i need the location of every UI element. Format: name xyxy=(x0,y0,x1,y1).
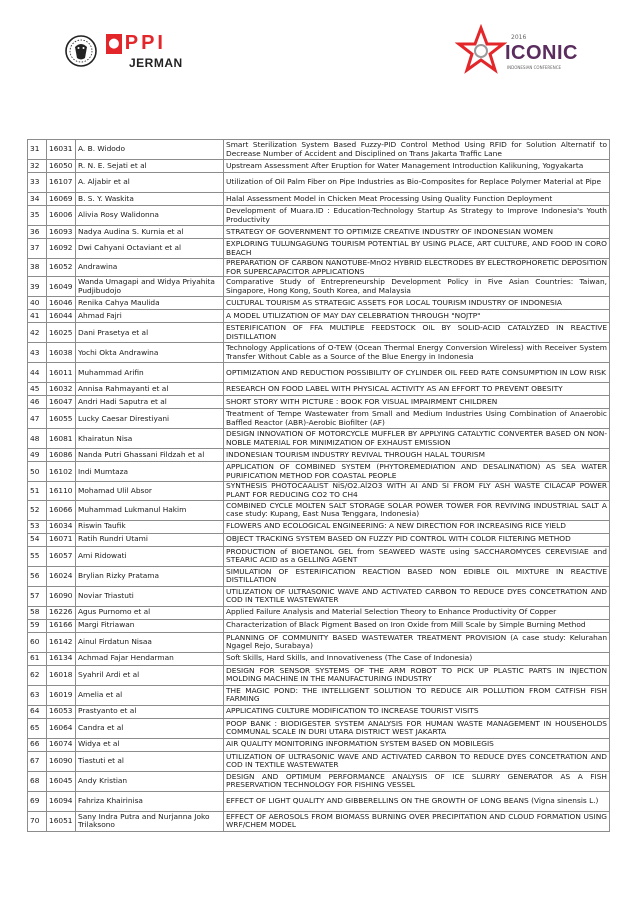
paper-id: 16066 xyxy=(47,500,76,520)
author-name: Muhammad Arifin xyxy=(76,363,224,383)
table-row xyxy=(28,449,610,462)
row-number: 45 xyxy=(28,383,47,396)
paper-title: APPLICATING CULTURE MODIFICATION TO INCREASE TOURIST VISITS xyxy=(224,705,610,718)
row-number: 43 xyxy=(28,343,47,363)
paper-title: SHORT STORY WITH PICTURE : BOOK FOR VISUAL IMPAIRMENT CHILDREN xyxy=(224,396,610,409)
author-name: Lucky Caesar Direstiyani xyxy=(76,409,224,429)
paper-id: 16053 xyxy=(47,705,76,718)
table-row xyxy=(28,462,610,482)
author-name: Noviar Triastuti xyxy=(76,586,224,606)
paper-id: 16071 xyxy=(47,533,76,546)
paper-id: 16093 xyxy=(47,226,76,239)
paper-title: Halal Assessment Model in Chicken Meat Processing Using Quality Function Deployment xyxy=(224,193,610,206)
paper-id: 16011 xyxy=(47,363,76,383)
paper-title: A MODEL UTILIZATION OF MAY DAY CELEBRATION THROUGH "NOJTP" xyxy=(224,310,610,323)
author-name: A. B. Widodo xyxy=(76,140,224,160)
paper-title: Utilization of Oil Palm Fiber on Pipe Industries as Bio-Composites for Replace Polymer Material at Pipe xyxy=(224,173,610,193)
table-row xyxy=(28,343,610,363)
author-name: Prastyanto et al xyxy=(76,705,224,718)
paper-title: DESIGN FOR SENSOR SYSTEMS OF THE ARM ROBOT TO PICK UP PLASTIC PARTS IN INJECTION MOLDING MACHINE IN THE MANUFACTURING INDUSTRY xyxy=(224,665,610,685)
table-row xyxy=(28,652,610,665)
table-row xyxy=(28,705,610,718)
row-number: 67 xyxy=(28,751,47,771)
paper-title: Smart Sterilization System Based Fuzzy-PID Control Method Using RFID for Solution Alternatif to Decrease Number of Accident and Disciplined on Trans Jakarta Traffic Lane xyxy=(224,140,610,160)
row-number: 41 xyxy=(28,310,47,323)
author-name: Yochi Okta Andrawina xyxy=(76,343,224,363)
ppi-logo xyxy=(106,32,183,82)
author-name: A. Aljabir et al xyxy=(76,173,224,193)
table-row xyxy=(28,173,610,193)
paper-id: 16047 xyxy=(47,396,76,409)
row-number: 51 xyxy=(28,482,47,500)
paper-title: COMBINED CYCLE MOLTEN SALT STORAGE SOLAR POWER TOWER FOR REVIVING INDUSTRIAL SALT A case study: Kupang, East Nusa Tenggara, Indonesia) xyxy=(224,500,610,520)
paper-title: RESEARCH ON FOOD LABEL WITH PHYSICAL ACTIVITY AS AN EFFORT TO PREVENT OBESITY xyxy=(224,383,610,396)
paper-title: SIMULATION OF ESTERIFICATION REACTION BASED NON EDIBLE OIL MIXTURE IN REACTIVE DISTILLATION xyxy=(224,566,610,586)
row-number: 46 xyxy=(28,396,47,409)
author-name: Alivia Rosy Walidonna xyxy=(76,206,224,226)
ppi-label: PPI xyxy=(124,32,166,54)
paper-title: EFFECT OF AEROSOLS FROM BIOMASS BURNING OVER PRECIPITATION AND CLOUD FORMATION USING WRF/CHEM MODEL xyxy=(224,811,610,831)
row-number: 48 xyxy=(28,429,47,449)
author-name: Ami Ridowati xyxy=(76,546,224,566)
author-name: Tiastuti et al xyxy=(76,751,224,771)
paper-id: 16038 xyxy=(47,343,76,363)
paper-title: SYNTHESIS PHOTOCAALIST NiS/O2.Al2O3 WITH AI AND SI FROM FLY ASH WASTE CILACAP POWER PLANT FOR REDUCING CO2 TO CH4 xyxy=(224,482,610,500)
table-row xyxy=(28,297,610,310)
row-number: 70 xyxy=(28,811,47,831)
table-row xyxy=(28,206,610,226)
paper-id: 16166 xyxy=(47,619,76,632)
iconic-sub-label: INDONESIAN CONFERENCE xyxy=(507,65,562,70)
paper-id: 16031 xyxy=(47,140,76,160)
table-row xyxy=(28,685,610,705)
author-name: Muhammad Lukmanul Hakim xyxy=(76,500,224,520)
paper-id: 16044 xyxy=(47,310,76,323)
paper-title: AIR QUALITY MONITORING INFORMATION SYSTEM BASED ON MOBILEGIS xyxy=(224,738,610,751)
table-row xyxy=(28,619,610,632)
paper-id: 16081 xyxy=(47,429,76,449)
table-row xyxy=(28,520,610,533)
paper-id: 16102 xyxy=(47,462,76,482)
author-name: Fahriza Khairinisa xyxy=(76,791,224,811)
paper-title: Treatment of Tempe Wastewater from Small and Medium Industries Using Combination of Anaerobic Baffled Reactor (ABR)-Aerobic Biofilter (AF) xyxy=(224,409,610,429)
table-row xyxy=(28,383,610,396)
paper-title: PRODUCTION of BIOETANOL GEL from SEAWEED WASTE using SACCHAROMYCES CEREVISIAE and STEARIC ACID as a GELLING AGENT xyxy=(224,546,610,566)
row-number: 53 xyxy=(28,520,47,533)
paper-id: 16024 xyxy=(47,566,76,586)
table-row xyxy=(28,277,610,297)
table-row xyxy=(28,482,610,500)
table-row xyxy=(28,791,610,811)
row-number: 60 xyxy=(28,632,47,652)
table-row xyxy=(28,533,610,546)
author-name: Syahril Ardi et al xyxy=(76,665,224,685)
table-row xyxy=(28,811,610,831)
row-number: 66 xyxy=(28,738,47,751)
paper-id: 16090 xyxy=(47,751,76,771)
paper-title: DESIGN AND OPTIMUM PERFORMANCE ANALYSIS OF ICE SLURRY GENERATOR AS A FISH PRESERVATION TECHNOLOGY FOR FISHING VESSEL xyxy=(224,771,610,791)
paper-id: 16049 xyxy=(47,277,76,297)
table-row xyxy=(28,632,610,652)
table-row xyxy=(28,586,610,606)
paper-id: 16052 xyxy=(47,259,76,277)
paper-id: 16055 xyxy=(47,409,76,429)
row-number: 31 xyxy=(28,140,47,160)
author-name: Sany Indra Putra and Nurjanna Joko Trilaksono xyxy=(76,811,224,831)
row-number: 64 xyxy=(28,705,47,718)
row-number: 33 xyxy=(28,173,47,193)
paper-title: STRATEGY OF GOVERNMENT TO OPTIMIZE CREATIVE INDUSTRY OF INDONESIAN WOMEN xyxy=(224,226,610,239)
iconic-label: ICONIC xyxy=(505,42,578,64)
iconic-logo xyxy=(455,24,578,86)
row-number: 55 xyxy=(28,546,47,566)
paper-title: Development of Muara.ID : Education-Technology Startup As Strategy to Improve Indonesia's Youth Productivity xyxy=(224,206,610,226)
paper-id: 16086 xyxy=(47,449,76,462)
table-row xyxy=(28,500,610,520)
table-row xyxy=(28,160,610,173)
paper-id: 16069 xyxy=(47,193,76,206)
row-number: 40 xyxy=(28,297,47,310)
paper-id: 16045 xyxy=(47,771,76,791)
table-row xyxy=(28,718,610,738)
paper-title: PLANNING OF COMMUNITY BASED WASTEWATER TREATMENT PROVISION (A case study: Kelurahan Ngagel Rejo, Surabaya) xyxy=(224,632,610,652)
paper-title: Comparative Study of Entrepreneurship Development Policy in Five Asian Countries: Taiwan, Singapore, Hong Kong, South Korea, and Malaysia xyxy=(224,277,610,297)
paper-list-table xyxy=(27,139,610,832)
paper-title: INDONESIAN TOURISM INDUSTRY REVIVAL THROUGH HALAL TOURISM xyxy=(224,449,610,462)
row-number: 37 xyxy=(28,239,47,259)
row-number: 59 xyxy=(28,619,47,632)
author-name: Wanda Umagapi and Widya Priyahita Pudjibudojo xyxy=(76,277,224,297)
iconic-year: 2016 xyxy=(511,34,527,41)
author-name: Candra et al xyxy=(76,718,224,738)
paper-id: 16019 xyxy=(47,685,76,705)
author-name: Andrawina xyxy=(76,259,224,277)
paper-id: 16090 xyxy=(47,586,76,606)
table-row xyxy=(28,396,610,409)
paper-title: THE MAGIC POND: THE INTELLIGENT SOLUTION TO REDUCE AIR POLLUTION FROM CATFISH FISH FARMING xyxy=(224,685,610,705)
table-row xyxy=(28,239,610,259)
author-name: Nanda Putri Ghassani Fildzah et al xyxy=(76,449,224,462)
paper-id: 16064 xyxy=(47,718,76,738)
paper-title: Soft Skills, Hard Skills, and Innovativeness (The Case of Indonesia) xyxy=(224,652,610,665)
table-row xyxy=(28,606,610,619)
table-row xyxy=(28,226,610,239)
paper-title: POOP BANK : BIODIGESTER SYSTEM ANALYSIS FOR HUMAN WASTE MANAGEMENT IN HOUSEHOLDS COMMUNAL SCALE IN DURI UTARA DISTRICT WEST JAKARTA xyxy=(224,718,610,738)
paper-title: Upstream Assessment After Eruption for Water Management Introduction Kalikuning, Yogyakarta xyxy=(224,160,610,173)
paper-id: 16034 xyxy=(47,520,76,533)
author-name: Brylian Rizky Pratama xyxy=(76,566,224,586)
row-number: 38 xyxy=(28,259,47,277)
table-row xyxy=(28,409,610,429)
paper-id: 16226 xyxy=(47,606,76,619)
paper-title: OBJECT TRACKING SYSTEM BASED ON FUZZY PID CONTROL WITH COLOR FILTERING METHOD xyxy=(224,533,610,546)
paper-id: 16074 xyxy=(47,738,76,751)
paper-title: UTILIZATION OF ULTRASONIC WAVE AND ACTIVATED CARBON TO REDUCE DYES CONCETRATION AND COD IN TEXTILE WASTEWATER xyxy=(224,751,610,771)
paper-id: 16046 xyxy=(47,297,76,310)
row-number: 68 xyxy=(28,771,47,791)
author-name: Amelia et al xyxy=(76,685,224,705)
row-number: 36 xyxy=(28,226,47,239)
row-number: 65 xyxy=(28,718,47,738)
row-number: 47 xyxy=(28,409,47,429)
paper-list-body xyxy=(28,140,610,832)
row-number: 62 xyxy=(28,665,47,685)
paper-id: 16134 xyxy=(47,652,76,665)
row-number: 34 xyxy=(28,193,47,206)
paper-title: UTILIZATION OF ULTRASONIC WAVE AND ACTIVATED CARBON TO REDUCE DYES CONCETRATION AND COD IN TEXTILE WASTEWATER xyxy=(224,586,610,606)
paper-title: EFFECT OF LIGHT QUALITY AND GIBBERELLINS ON THE GROWTH OF LONG BEANS (Vigna sinensis L.) xyxy=(224,791,610,811)
author-name: Annisa Rahmayanti et al xyxy=(76,383,224,396)
paper-title: Applied Failure Analysis and Material Selection Theory to Enhance Productivity Of Copper xyxy=(224,606,610,619)
author-name: Mohamad Ulil Absor xyxy=(76,482,224,500)
author-name: Andy Kristian xyxy=(76,771,224,791)
paper-title: EXPLORING TULUNGAGUNG TOURISM POTENTIAL BY USING PLACE, ART CULTURE, AND FOOD IN CORO BEACH xyxy=(224,239,610,259)
page-header xyxy=(0,0,638,110)
paper-id: 16094 xyxy=(47,791,76,811)
paper-title: ESTERIFICATION OF FFA MULTIPLE FEEDSTOCK OIL BY SOLID-ACID CATALYZED IN REACTIVE DISTILLATION xyxy=(224,323,610,343)
row-number: 69 xyxy=(28,791,47,811)
paper-title: APPLICATION OF COMBINED SYSTEM (PHYTOREMEDIATION AND DESALINATION) AS SEA WATER PURIFICATION METHOD FOR COASTAL PEOPLE xyxy=(224,462,610,482)
table-row xyxy=(28,665,610,685)
society-emblem-icon xyxy=(64,34,98,68)
paper-id: 16032 xyxy=(47,383,76,396)
author-name: Widya et al xyxy=(76,738,224,751)
author-name: Margi Fitriawan xyxy=(76,619,224,632)
row-number: 50 xyxy=(28,462,47,482)
paper-title: FLOWERS AND ECOLOGICAL ENGINEERING: A NEW DIRECTION FOR INCREASING RICE YIELD xyxy=(224,520,610,533)
paper-id: 16092 xyxy=(47,239,76,259)
table-row xyxy=(28,738,610,751)
author-name: Dani Prasetya et al xyxy=(76,323,224,343)
ppi-mark-icon: ● xyxy=(106,34,122,54)
table-row xyxy=(28,546,610,566)
table-row xyxy=(28,323,610,343)
paper-title: Technology Applications of O-TEW (Ocean Thermal Energy Conversion Wireless) with Receiver System Transfer Without Cable as a Source of the Blue Energy in Indonesia xyxy=(224,343,610,363)
table-row xyxy=(28,259,610,277)
row-number: 49 xyxy=(28,449,47,462)
row-number: 32 xyxy=(28,160,47,173)
table-row xyxy=(28,771,610,791)
row-number: 63 xyxy=(28,685,47,705)
table-row xyxy=(28,751,610,771)
paper-id: 16057 xyxy=(47,546,76,566)
row-number: 58 xyxy=(28,606,47,619)
row-number: 44 xyxy=(28,363,47,383)
table-row xyxy=(28,193,610,206)
paper-id: 16107 xyxy=(47,173,76,193)
author-name: Ratih Rundri Utami xyxy=(76,533,224,546)
iconic-star-icon xyxy=(455,24,507,84)
paper-id: 16142 xyxy=(47,632,76,652)
row-number: 39 xyxy=(28,277,47,297)
paper-id: 16050 xyxy=(47,160,76,173)
paper-title: Characterization of Black Pigment Based on Iron Oxide from Mill Scale by Simple Burning Method xyxy=(224,619,610,632)
paper-id: 16025 xyxy=(47,323,76,343)
paper-title: CULTURAL TOURISM AS STRATEGIC ASSETS FOR LOCAL TOURISM INDUSTRY OF INDONESIA xyxy=(224,297,610,310)
paper-id: 16018 xyxy=(47,665,76,685)
row-number: 42 xyxy=(28,323,47,343)
author-name: Indi Mumtaza xyxy=(76,462,224,482)
ppi-sub-label: JERMAN xyxy=(129,56,183,70)
author-name: Andri Hadi Saputra et al xyxy=(76,396,224,409)
table-row xyxy=(28,140,610,160)
row-number: 52 xyxy=(28,500,47,520)
author-name: B. S. Y. Waskita xyxy=(76,193,224,206)
paper-id: 16006 xyxy=(47,206,76,226)
table-row xyxy=(28,363,610,383)
paper-title: PREPARATION OF CARBON NANOTUBE-MnO2 HYBRID ELECTRODES BY ELECTROPHORETIC DEPOSITION FOR SUPERCAPACITOR APPLICATIONS xyxy=(224,259,610,277)
author-name: Nadya Audina S. Kurnia et al xyxy=(76,226,224,239)
author-name: Renika Cahya Maulida xyxy=(76,297,224,310)
author-name: Riswin Taufik xyxy=(76,520,224,533)
author-name: R. N. E. Sejati et al xyxy=(76,160,224,173)
author-name: Khairatun Nisa xyxy=(76,429,224,449)
row-number: 56 xyxy=(28,566,47,586)
author-name: Achmad Fajar Hendarman xyxy=(76,652,224,665)
author-name: Dwi Cahyani Octaviant et al xyxy=(76,239,224,259)
row-number: 61 xyxy=(28,652,47,665)
author-name: Ainul Firdatun Nisaa xyxy=(76,632,224,652)
table-row xyxy=(28,429,610,449)
table-row xyxy=(28,310,610,323)
table-row xyxy=(28,566,610,586)
paper-id: 16110 xyxy=(47,482,76,500)
author-name: Agus Purnomo et al xyxy=(76,606,224,619)
paper-title: DESIGN INNOVATION OF MOTORCYCLE MUFFLER BY APPLYING CATALYTIC CONVERTER BASED ON NON-NOBLE MATERIAL FOR MINIMIZATION OF EXHAUST EMISSION xyxy=(224,429,610,449)
row-number: 57 xyxy=(28,586,47,606)
paper-id: 16051 xyxy=(47,811,76,831)
row-number: 54 xyxy=(28,533,47,546)
paper-title: OPTIMIZATION AND REDUCTION POSSIBILITY OF CYLINDER OIL FEED RATE CONSUMPTION IN LOW RISK xyxy=(224,363,610,383)
row-number: 35 xyxy=(28,206,47,226)
author-name: Ahmad Fajri xyxy=(76,310,224,323)
